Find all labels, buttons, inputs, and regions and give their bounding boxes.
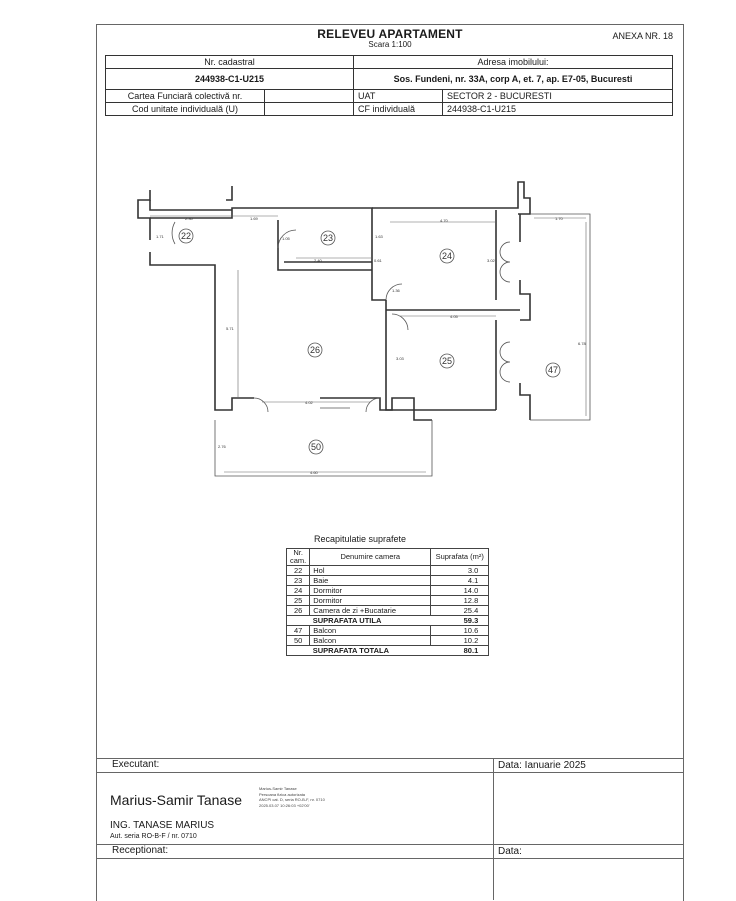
- address-value: Sos. Fundeni, nr. 33A, corp A, et. 7, ap. E7-05, Bucuresti: [354, 69, 673, 90]
- room-name: Camera de zi +Bucatarie: [310, 606, 431, 616]
- table-row: [287, 596, 489, 606]
- total-area-row: [287, 646, 489, 656]
- table-row: [287, 576, 489, 586]
- room-area: 3.0: [431, 566, 489, 576]
- scale-label: Scara 1:100: [368, 40, 412, 49]
- dimension-label: 1.36: [392, 288, 400, 293]
- dimension-label: 3.02: [487, 258, 495, 263]
- recap-col-nr: Nr. cam.: [287, 549, 310, 566]
- room-area: 4.1: [431, 576, 489, 586]
- room-number: 23: [322, 233, 334, 243]
- plan-walls: [138, 182, 530, 420]
- room-nr: 23: [287, 576, 310, 586]
- signature-name: Marius-Samir Tanase: [110, 792, 243, 808]
- room-nr: 22: [287, 566, 310, 576]
- total-area-label: SUPRAFATA TOTALA: [310, 646, 431, 656]
- room-name: Dormitor: [310, 586, 431, 596]
- uat-label: UAT: [354, 90, 443, 103]
- plan-doors: [172, 222, 510, 412]
- dimension-label: 4.60: [310, 470, 318, 475]
- room-area: 14.0: [431, 586, 489, 596]
- room-name: Balcon: [310, 636, 431, 646]
- annex-label: ANEXA NR. 18: [612, 31, 673, 41]
- uat-value: SECTOR 2 - BUCURESTI: [443, 90, 673, 103]
- table-row: [287, 586, 489, 596]
- dimension-label: 2.30: [185, 216, 193, 221]
- dimension-label: 6.78: [578, 341, 586, 346]
- room-name: Hol: [310, 566, 431, 576]
- balcony-outlines: [215, 214, 590, 476]
- dimension-label: 4.02: [305, 400, 313, 405]
- data-label: Data:: [498, 846, 522, 857]
- dimension-label: 2.40: [314, 258, 322, 263]
- useful-area-value: 59.3: [431, 616, 489, 626]
- cf-collective-label: Cartea Funciară colectivă nr.: [106, 90, 265, 103]
- room-number: 47: [547, 365, 559, 375]
- recap-col-name: Denumire camera: [310, 549, 431, 566]
- dimension-label: 1.63: [375, 234, 383, 239]
- authorization-number: Aut. seria RO-B-F / nr. 0710: [110, 833, 197, 840]
- room-name: Baie: [310, 576, 431, 586]
- dimension-label: 5.71: [226, 326, 234, 331]
- room-number: 25: [441, 356, 453, 366]
- document-title: RELEVEU APARTAMENT: [317, 27, 463, 41]
- unit-code-label: Cod unitate individuală (U): [106, 103, 265, 116]
- room-number: 26: [309, 345, 321, 355]
- dimension-label: 1.71: [156, 234, 164, 239]
- receptionat-label: Receptionat:: [112, 845, 169, 856]
- cf-individual-label: CF individuală: [354, 103, 443, 116]
- dimension-label: 1.69: [250, 216, 258, 221]
- room-nr: 50: [287, 636, 310, 646]
- digital-stamp: Marius-Samir Tanase Persoana fizica autorizata ANCPI cat. D, seria RO-B-F, nr. 0710 2025.03.07 10:26:03 +02'00': [259, 786, 325, 808]
- dimension-label: 4.05: [450, 314, 458, 319]
- table-row: [287, 626, 489, 636]
- dimension-label: 0.61: [374, 258, 382, 263]
- dimension-label: 1.05: [282, 236, 290, 241]
- room-area: 25.4: [431, 606, 489, 616]
- table-row: [287, 566, 489, 576]
- room-nr: 47: [287, 626, 310, 636]
- executant-label: Executant:: [112, 759, 160, 770]
- room-area: 10.6: [431, 626, 489, 636]
- room-nr: 25: [287, 596, 310, 606]
- room-area: 12.8: [431, 596, 489, 606]
- date-label: Data: Ianuarie 2025: [498, 760, 586, 771]
- dimension-label: 4.70: [440, 218, 448, 223]
- room-number: 24: [441, 251, 453, 261]
- cf-individual-value: 244938-C1-U215: [443, 103, 673, 116]
- address-label: Adresa imobilului:: [354, 56, 673, 69]
- useful-area-row: [287, 616, 489, 626]
- recap-title: Recapitulatie suprafete: [314, 534, 407, 544]
- dimension-label: 1.70: [555, 216, 563, 221]
- room-nr: 26: [287, 606, 310, 616]
- dimension-label: 3.03: [396, 356, 404, 361]
- engineer-name: ING. TANASE MARIUS: [110, 820, 215, 831]
- room-number: 22: [180, 231, 192, 241]
- total-area-value: 80.1: [431, 646, 489, 656]
- room-name: Balcon: [310, 626, 431, 636]
- table-row: [287, 636, 489, 646]
- dimension-label: 2.76: [218, 444, 226, 449]
- room-nr: 24: [287, 586, 310, 596]
- recap-table: [286, 548, 489, 656]
- cadastral-value: 244938-C1-U215: [106, 69, 354, 90]
- room-name: Dormitor: [310, 596, 431, 606]
- table-row: [287, 606, 489, 616]
- room-area: 10.2: [431, 636, 489, 646]
- cadastral-label: Nr. cadastral: [106, 56, 354, 69]
- recap-col-area: Suprafata (m²): [431, 549, 489, 566]
- room-number: 50: [310, 442, 322, 452]
- useful-area-label: SUPRAFATA UTILA: [310, 616, 431, 626]
